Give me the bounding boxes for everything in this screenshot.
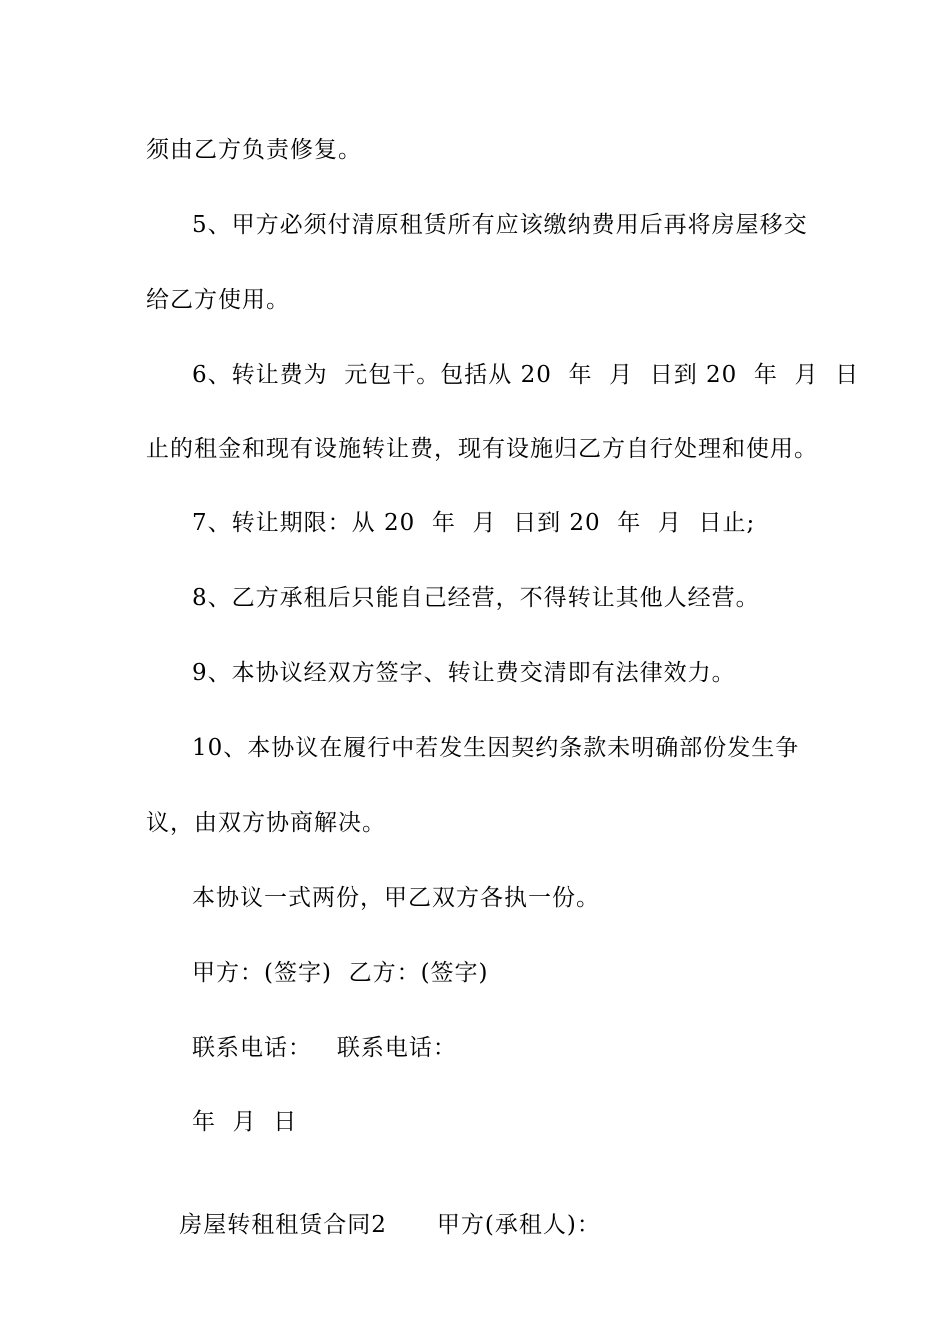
paragraph-line: 8、乙方承租后只能自己经营，不得转让其他人经营。 (192, 585, 760, 611)
contract-heading-line (146, 1183, 601, 1267)
paragraph-line: 须由乙方负责修复。 (146, 137, 362, 163)
date-line: 年 月 日 (192, 1109, 298, 1135)
paragraph-line: 10、本协议在履行中若发生因契约条款未明确部份发生争 (192, 735, 800, 761)
paragraph-line: 本协议一式两份，甲乙双方各执一份。 (192, 885, 600, 911)
contact-phone-line: 联系电话： 联系电话： (192, 1035, 457, 1061)
paragraph-line: 给乙方使用。 (146, 287, 290, 313)
paragraph-line: 5、甲方必须付清原租赁所有应该缴纳费用后再将房屋移交 (192, 212, 808, 238)
signature-line: 甲方：(签字) 乙方：(签字) (192, 960, 489, 986)
paragraph-line: 议，由双方协商解决。 (146, 810, 386, 836)
paragraph-line: 9、本协议经双方签字、转让费交清即有法律效力。 (192, 660, 736, 686)
paragraph-line: 7、转让期限：从 20 年 月 日到 20 年 月 日止; (192, 510, 756, 536)
party-a-label: 甲方(承租人)： (436, 1212, 601, 1238)
contract-title: 房屋转租租赁合同2 (179, 1212, 387, 1238)
paragraph-line: 止的租金和现有设施转让费，现有设施归乙方自行处理和使用。 (146, 436, 818, 462)
paragraph-line: 6、转让费为 元包干。包括从 20 年 月 日到 20 年 月 日 (192, 362, 860, 388)
